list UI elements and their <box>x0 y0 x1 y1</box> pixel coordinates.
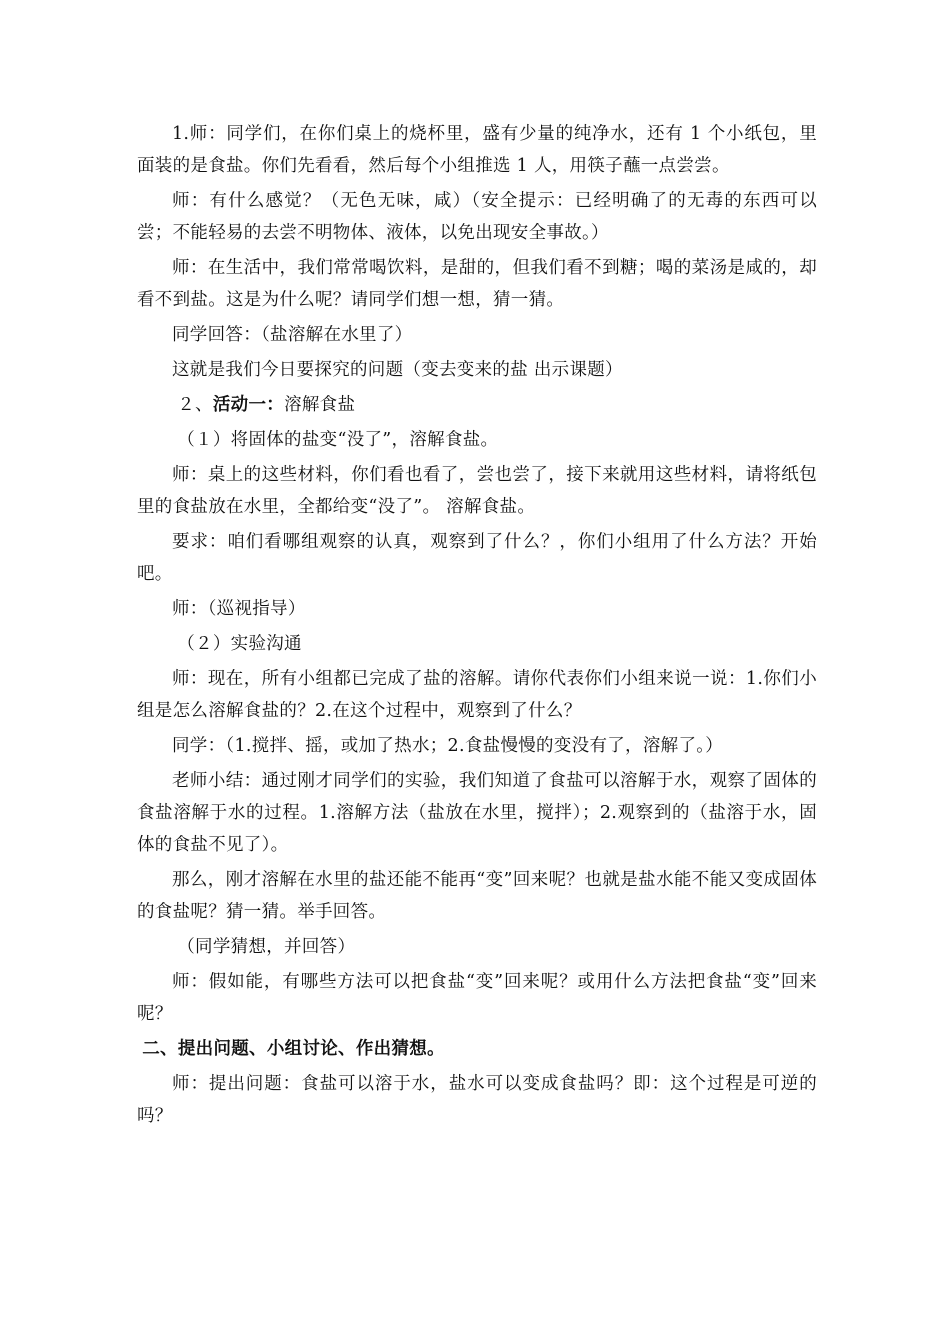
paragraph-methods-question: 师：假如能，有哪些方法可以把食盐“变”回来呢？或用什么方法把食盐“变”回来呢？ <box>137 972 817 1024</box>
step-2-heading: （２）实验沟通 <box>177 634 302 654</box>
paragraph-requirements: 要求：咱们看哪组观察的认真，观察到了什么？，你们小组用了什么方法？开始吧。 <box>137 532 817 584</box>
activity-heading <box>137 389 817 421</box>
section-heading-2: 二、提出问题、小组讨论、作出猜想。 <box>142 1039 445 1059</box>
paragraph-teacher-intro: 1.师：同学们，在你们桌上的烧杯里，盛有少量的纯净水，还有 1 个小纸包，里面装的是食盐。你们先看看，然后每个小组推选 1 人，用筷子蘸一点尝尝。 <box>137 124 817 176</box>
paragraph-topic: 这就是我们今日要探究的问题（变去变来的盐 出示课题） <box>172 360 623 380</box>
paragraph-life-example: 师：在生活中，我们常常喝饮料，是甜的，但我们看不到糖；喝的菜汤是咸的，却看不到盐。这是为什么呢？请同学们想一想，猜一猜。 <box>137 258 817 310</box>
paragraph-teacher-summary: 老师小结：通过刚才同学们的实验，我们知道了食盐可以溶解于水，观察了固体的食盐溶解于水的过程。1.溶解方法（盐放在水里，搅拌）；2.观察到的（盐溶于水，固体的食盐不见了）。 <box>137 771 817 855</box>
paragraph-student-guess: （同学猜想，并回答） <box>177 937 356 957</box>
step-1-heading: （１）将固体的盐变“没了”，溶解食盐。 <box>177 430 499 450</box>
paragraph-materials: 师：桌上的这些材料，你们看也看了，尝也尝了，接下来就用这些材料，请将纸包里的食盐放在水里，全都给变“没了”。 溶解食盐。 <box>137 465 817 517</box>
document-body <box>137 118 817 1135</box>
activity-number: ２、 <box>177 395 213 415</box>
activity-label: 活动一： <box>212 395 285 415</box>
paragraph-student-answer: 同学回答：（盐溶解在水里了） <box>172 325 413 345</box>
paragraph-reverse-question: 那么，刚才溶解在水里的盐还能不能再“变”回来呢？也就是盐水能不能又变成固体的食盐呢？猜一猜。举手回答。 <box>137 870 817 922</box>
paragraph-group-report: 师：现在，所有小组都已完成了盐的溶解。请你代表你们小组来说一说：1.你们小组是怎么溶解食盐的？2.在这个过程中，观察到了什么？ <box>137 669 817 721</box>
paragraph-teacher-question: 师：有什么感觉？（无色无味，咸）（安全提示：已经明确了的无毒的东西可以尝；不能轻易的去尝不明物体、液体，以免出现安全事故。） <box>137 191 817 243</box>
paragraph-patrol: 师：（巡视指导） <box>172 599 306 619</box>
activity-title: 溶解食盐 <box>284 395 356 415</box>
paragraph-student-report: 同学：（1.搅拌、摇，或加了热水；2.食盐慢慢的变没有了，溶解了。） <box>172 736 724 756</box>
paragraph-propose-question: 师：提出问题：食盐可以溶于水，盐水可以变成食盐吗？即：这个过程是可逆的吗？ <box>137 1074 817 1126</box>
